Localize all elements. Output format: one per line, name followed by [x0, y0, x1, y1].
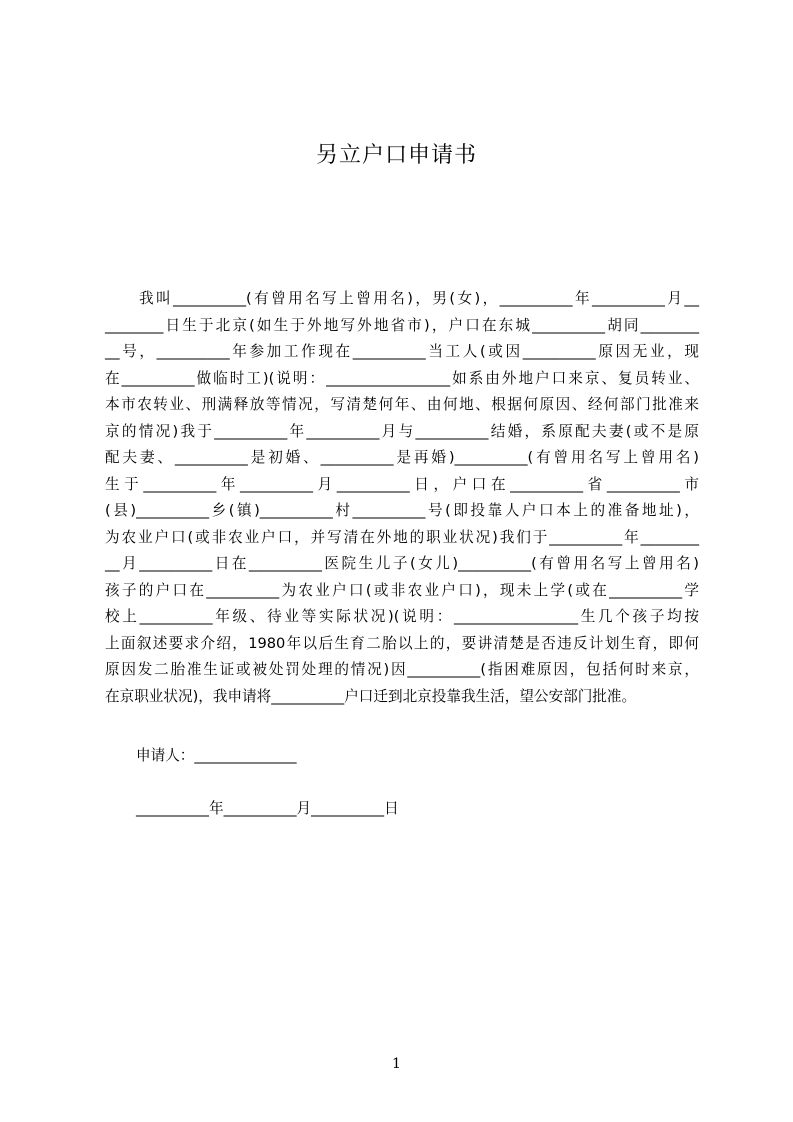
- body-line: ________日生于北京(如生于外地写外地省市)，户口在东城__________胡同________: [105, 316, 699, 334]
- date-line: __________年__________月__________日: [136, 800, 399, 817]
- page-number: 1: [392, 1056, 401, 1072]
- body-line: 我叫__________(有曾用名写上曾用名)，男(女)，__________年__________月__: [105, 290, 699, 307]
- body-line: 京的情况)我于__________年__________月与__________结婚，系原配夫妻(或不是原: [105, 422, 699, 440]
- body-line: 本市农转业、刑满释放等情况，写清楚何年、由何地、根据何原因、经何部门批准来: [105, 396, 699, 413]
- body-line: __月__________日在__________医院生儿子(女儿)__________(有曾用名写上曾用名): [105, 555, 699, 572]
- application-body: [105, 286, 699, 710]
- applicant-signature-line: 申请人：______________: [136, 747, 297, 764]
- body-line: 原因发二胎准生证或被处罚处理的情况)因__________(指困难原因，包括何时来京，: [105, 661, 699, 678]
- body-line: 上面叙述要求介绍，1980年以后生育二胎以上的，要讲清楚是否违反计划生育，即何: [105, 634, 699, 652]
- body-line: (县)__________乡(镇)__________村__________号(即投靠人户口本上的准备地址)，: [105, 502, 699, 519]
- body-line: 配夫妻、__________是初婚、__________是再婚)__________(有曾用名写上曾用名): [105, 449, 699, 466]
- body-line: 在__________做临时工)(说明：_________________如系由外地户口来京、复员转业、: [105, 369, 699, 387]
- body-line: 为农业户口(或非农业户口，并写清在外地的职业状况)我们于__________年________: [105, 528, 699, 546]
- document-title: 另立户口申请书: [315, 143, 477, 168]
- body-line: __号，__________年参加工作现在__________当工人(或因__________原因无业，现: [105, 343, 699, 360]
- body-line: 校上__________年级、待业等实际状况)(说明：_________________生几个孩子均按: [105, 608, 699, 625]
- body-line: 在京职业状况)，我申请将__________户口迁到北京投靠我生活，望公安部门批准。: [105, 687, 637, 705]
- body-line: 生于__________年__________月__________日，户口在__________省__________市: [105, 475, 699, 493]
- body-line: 孩子的户口在__________为农业户口(或非农业户口)，现未上学(或在__________学: [105, 581, 699, 599]
